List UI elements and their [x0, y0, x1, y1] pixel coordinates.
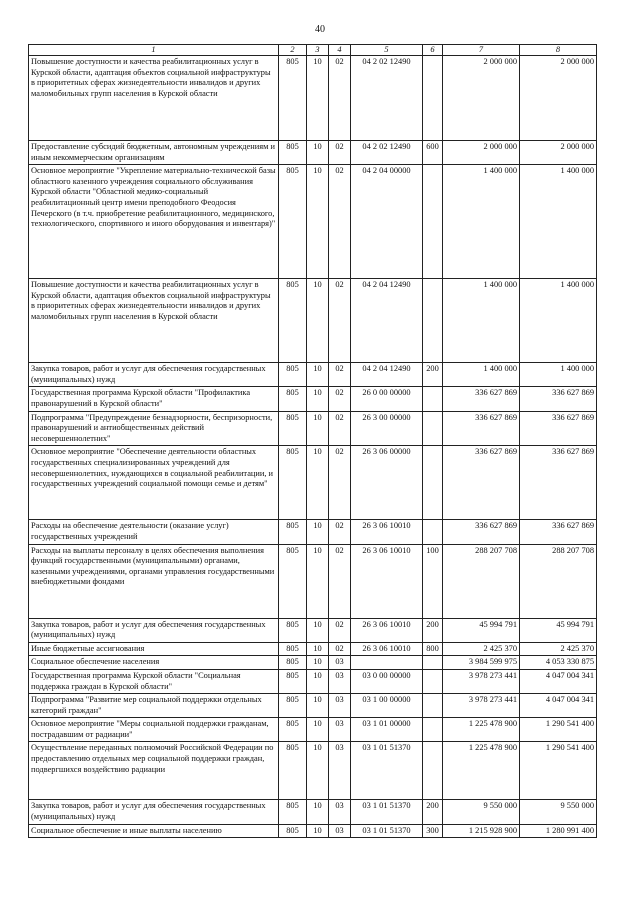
column-header: 8	[520, 45, 597, 56]
budget-table	[28, 44, 597, 838]
row-target-article: 03 1 00 00000	[351, 694, 423, 718]
row-section-code: 805	[279, 56, 307, 141]
row-subsection: 02	[329, 279, 351, 363]
row-section-code: 805	[279, 642, 307, 656]
row-section-code: 805	[279, 520, 307, 544]
row-expense-type	[423, 656, 443, 670]
row-target-article: 03 1 01 51370	[351, 800, 423, 824]
column-header: 5	[351, 45, 423, 56]
row-section-code: 805	[279, 742, 307, 800]
row-subsection: 02	[329, 446, 351, 520]
table-row	[29, 742, 597, 800]
row-expense-type: 200	[423, 618, 443, 642]
row-amount-year-1: 336 627 869	[443, 520, 520, 544]
row-name: Основное мероприятие "Обеспечение деятельности областных государственных специализированных учреждений для несовершеннолетних, нуждающихся в социальной реабилитации, и государственных учреждений социальной помощи семье и детям"	[29, 446, 279, 520]
row-section: 10	[307, 387, 329, 411]
row-section: 10	[307, 718, 329, 742]
row-amount-year-1: 1 400 000	[443, 165, 520, 279]
row-target-article: 26 3 06 10010	[351, 642, 423, 656]
row-amount-year-2: 336 627 869	[520, 387, 597, 411]
row-amount-year-2: 1 400 000	[520, 279, 597, 363]
row-section: 10	[307, 694, 329, 718]
row-name: Основное мероприятие "Меры социальной поддержки гражданам, пострадавшим от радиации"	[29, 718, 279, 742]
table-row	[29, 387, 597, 411]
row-amount-year-2: 1 290 541 400	[520, 742, 597, 800]
row-target-article: 26 3 06 10010	[351, 618, 423, 642]
table-header-row	[29, 45, 597, 56]
row-section-code: 805	[279, 694, 307, 718]
row-section-code: 805	[279, 141, 307, 165]
row-amount-year-2: 1 400 000	[520, 363, 597, 387]
row-amount-year-2: 1 290 541 400	[520, 718, 597, 742]
table-row	[29, 165, 597, 279]
row-target-article: 03 1 01 51370	[351, 824, 423, 838]
row-subsection: 02	[329, 642, 351, 656]
row-amount-year-2: 1 400 000	[520, 165, 597, 279]
row-expense-type: 800	[423, 642, 443, 656]
row-name: Расходы на обеспечение деятельности (оказание услуг) государственных учреждений	[29, 520, 279, 544]
row-subsection: 02	[329, 520, 351, 544]
row-name: Осуществление переданных полномочий Российской Федерации по предоставлению отдельных мер социальной поддержки граждан, подвергшихся воздействию радиации	[29, 742, 279, 800]
row-subsection: 03	[329, 718, 351, 742]
row-expense-type	[423, 165, 443, 279]
row-subsection: 02	[329, 618, 351, 642]
table-row	[29, 363, 597, 387]
row-subsection: 02	[329, 141, 351, 165]
row-subsection: 03	[329, 669, 351, 693]
row-section-code: 805	[279, 800, 307, 824]
row-expense-type	[423, 669, 443, 693]
table-row	[29, 544, 597, 618]
page-number: 40	[315, 24, 325, 35]
row-subsection: 03	[329, 800, 351, 824]
row-amount-year-1: 3 978 273 441	[443, 694, 520, 718]
row-section: 10	[307, 800, 329, 824]
row-amount-year-2: 288 207 708	[520, 544, 597, 618]
row-name: Социальное обеспечение населения	[29, 656, 279, 670]
column-header: 7	[443, 45, 520, 56]
row-name: Повышение доступности и качества реабилитационных услуг в Курской области, адаптация объектов социальной инфраструктуры в приоритетных сферах жизнедеятельности инвалидов и других маломобильных групп населения в Курской области	[29, 279, 279, 363]
row-section-code: 805	[279, 446, 307, 520]
row-amount-year-2: 336 627 869	[520, 520, 597, 544]
row-section: 10	[307, 642, 329, 656]
column-header: 3	[307, 45, 329, 56]
row-section: 10	[307, 56, 329, 141]
row-expense-type	[423, 742, 443, 800]
row-amount-year-1: 1 225 478 900	[443, 742, 520, 800]
row-section: 10	[307, 669, 329, 693]
row-subsection: 03	[329, 694, 351, 718]
row-name: Подпрограмма "Предупреждение безнадзорности, беспризорности, правонарушений и антиобщественных действий несовершеннолетних"	[29, 411, 279, 446]
row-expense-type	[423, 387, 443, 411]
row-amount-year-2: 336 627 869	[520, 446, 597, 520]
row-name: Повышение доступности и качества реабилитационных услуг в Курской области, адаптация объектов социальной инфраструктуры в приоритетных сферах жизнедеятельности инвалидов и других маломобильных групп населения в Курской области	[29, 56, 279, 141]
table-row	[29, 520, 597, 544]
row-section: 10	[307, 279, 329, 363]
row-amount-year-1: 3 978 273 441	[443, 669, 520, 693]
row-name: Иные бюджетные ассигнования	[29, 642, 279, 656]
row-section-code: 805	[279, 618, 307, 642]
row-target-article	[351, 656, 423, 670]
row-target-article: 04 2 02 12490	[351, 141, 423, 165]
column-header: 1	[29, 45, 279, 56]
row-section-code: 805	[279, 387, 307, 411]
row-target-article: 03 0 00 00000	[351, 669, 423, 693]
row-section: 10	[307, 618, 329, 642]
row-section-code: 805	[279, 656, 307, 670]
row-section: 10	[307, 544, 329, 618]
table-row	[29, 718, 597, 742]
row-target-article: 04 2 04 12490	[351, 363, 423, 387]
row-section-code: 805	[279, 411, 307, 446]
row-name: Основное мероприятие "Укрепление материально-технической базы областного казенного учреждения социального обслуживания Курской области "Областной медико-социальный реабилитационный центр имени преподобного Феодосия Печерского (в т.ч. приобретение реабилитационного, медицинского, технологического, спортивного и иного оборудования и инвентаря)"	[29, 165, 279, 279]
table-row	[29, 279, 597, 363]
row-amount-year-2: 2 000 000	[520, 56, 597, 141]
row-section: 10	[307, 165, 329, 279]
row-name: Закупка товаров, работ и услуг для обеспечения государственных (муниципальных) нужд	[29, 800, 279, 824]
row-expense-type: 600	[423, 141, 443, 165]
table-row	[29, 141, 597, 165]
row-name: Государственная программа Курской области "Социальная поддержка граждан в Курской области"	[29, 669, 279, 693]
row-subsection: 02	[329, 544, 351, 618]
table-row	[29, 800, 597, 824]
row-target-article: 04 2 02 12490	[351, 56, 423, 141]
row-subsection: 02	[329, 165, 351, 279]
row-section: 10	[307, 446, 329, 520]
row-expense-type: 200	[423, 800, 443, 824]
row-target-article: 26 3 06 10010	[351, 544, 423, 618]
row-expense-type	[423, 411, 443, 446]
row-amount-year-1: 336 627 869	[443, 446, 520, 520]
table-row	[29, 824, 597, 838]
row-expense-type	[423, 694, 443, 718]
row-expense-type	[423, 279, 443, 363]
row-section: 10	[307, 742, 329, 800]
row-subsection: 02	[329, 56, 351, 141]
row-amount-year-2: 2 425 370	[520, 642, 597, 656]
row-amount-year-1: 2 000 000	[443, 56, 520, 141]
row-name: Предоставление субсидий бюджетным, автономным учреждениям и иным некоммерческим организациям	[29, 141, 279, 165]
row-target-article: 04 2 04 12490	[351, 279, 423, 363]
row-section-code: 805	[279, 718, 307, 742]
row-amount-year-2: 9 550 000	[520, 800, 597, 824]
row-amount-year-2: 45 994 791	[520, 618, 597, 642]
row-name: Социальное обеспечение и иные выплаты населению	[29, 824, 279, 838]
row-amount-year-1: 336 627 869	[443, 411, 520, 446]
row-section: 10	[307, 141, 329, 165]
row-section-code: 805	[279, 279, 307, 363]
row-section: 10	[307, 824, 329, 838]
row-expense-type: 200	[423, 363, 443, 387]
row-amount-year-1: 2 000 000	[443, 141, 520, 165]
row-amount-year-2: 4 047 004 341	[520, 694, 597, 718]
row-name: Подпрограмма "Развитие мер социальной поддержки отдельных категорий граждан"	[29, 694, 279, 718]
row-amount-year-1: 1 400 000	[443, 363, 520, 387]
column-header: 4	[329, 45, 351, 56]
row-target-article: 26 0 00 00000	[351, 387, 423, 411]
table-row	[29, 446, 597, 520]
row-amount-year-1: 9 550 000	[443, 800, 520, 824]
row-amount-year-2: 4 053 330 875	[520, 656, 597, 670]
row-amount-year-1: 3 984 599 975	[443, 656, 520, 670]
table-row	[29, 618, 597, 642]
table-row	[29, 694, 597, 718]
row-amount-year-1: 1 225 478 900	[443, 718, 520, 742]
row-target-article: 26 3 06 10010	[351, 520, 423, 544]
row-amount-year-2: 2 000 000	[520, 141, 597, 165]
row-target-article: 03 1 01 51370	[351, 742, 423, 800]
row-subsection: 03	[329, 742, 351, 800]
row-subsection: 02	[329, 387, 351, 411]
row-amount-year-1: 288 207 708	[443, 544, 520, 618]
table-row	[29, 642, 597, 656]
table-row	[29, 669, 597, 693]
row-amount-year-1: 336 627 869	[443, 387, 520, 411]
row-expense-type	[423, 446, 443, 520]
row-name: Государственная программа Курской области "Профилактика правонарушений в Курской области"	[29, 387, 279, 411]
row-subsection: 02	[329, 411, 351, 446]
row-section-code: 805	[279, 363, 307, 387]
row-target-article: 26 3 06 00000	[351, 446, 423, 520]
row-target-article: 26 3 00 00000	[351, 411, 423, 446]
row-expense-type: 100	[423, 544, 443, 618]
row-expense-type	[423, 520, 443, 544]
row-amount-year-2: 1 280 991 400	[520, 824, 597, 838]
row-expense-type: 300	[423, 824, 443, 838]
row-amount-year-2: 336 627 869	[520, 411, 597, 446]
table-row	[29, 56, 597, 141]
row-target-article: 04 2 04 00000	[351, 165, 423, 279]
row-name: Закупка товаров, работ и услуг для обеспечения государственных (муниципальных) нужд	[29, 363, 279, 387]
row-section-code: 805	[279, 669, 307, 693]
row-expense-type	[423, 718, 443, 742]
row-section: 10	[307, 363, 329, 387]
row-amount-year-1: 2 425 370	[443, 642, 520, 656]
row-name: Расходы на выплаты персоналу в целях обеспечения выполнения функций государственными (муниципальными) органами, казенными учреждениями, органами управления государственными внебюджетными фондами	[29, 544, 279, 618]
table-row	[29, 656, 597, 670]
row-section-code: 805	[279, 165, 307, 279]
table-row	[29, 411, 597, 446]
row-amount-year-2: 4 047 004 341	[520, 669, 597, 693]
row-amount-year-1: 45 994 791	[443, 618, 520, 642]
row-amount-year-1: 1 215 928 900	[443, 824, 520, 838]
column-header: 2	[279, 45, 307, 56]
row-section: 10	[307, 411, 329, 446]
row-subsection: 03	[329, 824, 351, 838]
row-target-article: 03 1 01 00000	[351, 718, 423, 742]
row-section-code: 805	[279, 544, 307, 618]
row-amount-year-1: 1 400 000	[443, 279, 520, 363]
row-subsection: 03	[329, 656, 351, 670]
row-expense-type	[423, 56, 443, 141]
row-section: 10	[307, 520, 329, 544]
column-header: 6	[423, 45, 443, 56]
row-section-code: 805	[279, 824, 307, 838]
row-subsection: 02	[329, 363, 351, 387]
row-section: 10	[307, 656, 329, 670]
row-name: Закупка товаров, работ и услуг для обеспечения государственных (муниципальных) нужд	[29, 618, 279, 642]
